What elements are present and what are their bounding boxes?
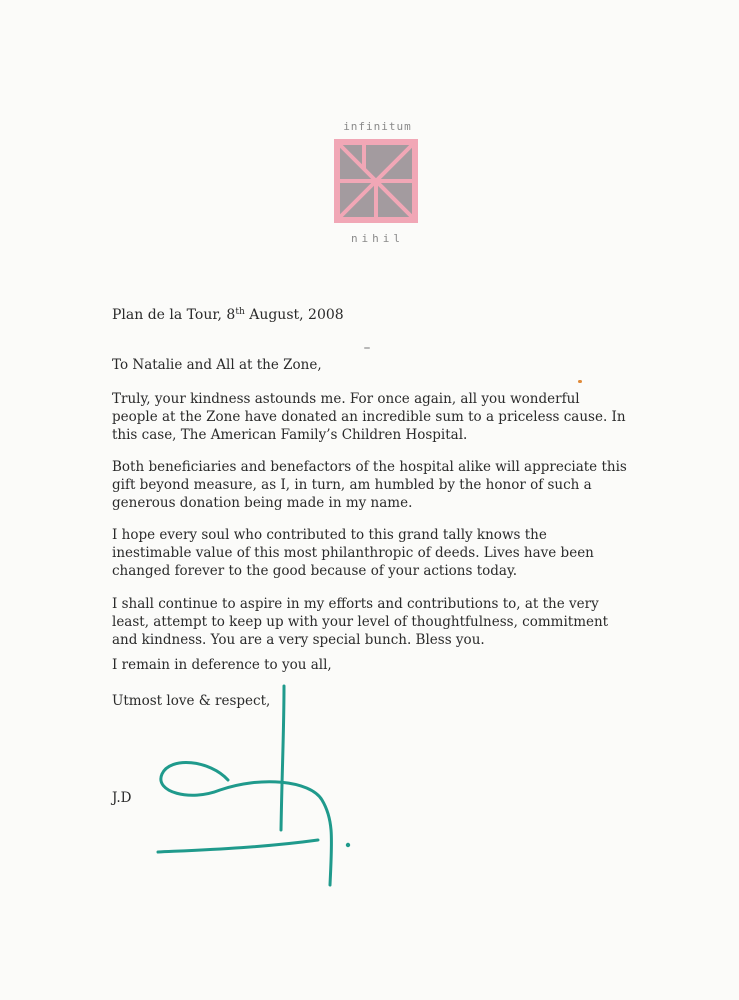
signature-dot xyxy=(346,843,350,847)
paragraph-line: least, attempt to keep up with your level of thoughtfulness, commitment xyxy=(112,614,609,630)
salutation: To Natalie and All at the Zone, xyxy=(112,357,322,373)
letterhead xyxy=(0,0,739,260)
paragraph-line: people at the Zone have donated an incredible sum to a priceless cause. In xyxy=(112,409,626,425)
paragraph-line: generous donation being made in my name. xyxy=(112,495,413,511)
paragraph-line: gift beyond measure, as I, in turn, am humbled by the honor of such a xyxy=(112,477,592,493)
paragraph-line: I hope every soul who contributed to this grand tally knows the xyxy=(112,527,547,543)
date-ordinal-suffix: th xyxy=(235,307,245,317)
letterhead-motto-bottom: nihil xyxy=(350,232,405,245)
signature-stroke-vertical xyxy=(281,686,284,830)
paragraph-line: inestimable value of this most philanthropic of deeds. Lives have been xyxy=(112,545,594,561)
sender-initials: J.D xyxy=(112,790,132,806)
closing-line: I remain in deference to you all, xyxy=(112,657,332,673)
paragraph-4 xyxy=(112,595,632,649)
paragraph-line: changed forever to the good because of your actions today. xyxy=(112,563,518,579)
letterhead-logo xyxy=(334,139,418,223)
paragraph-line: and kindness. You are a very special bunch. Bless you. xyxy=(112,632,485,648)
paper-speck xyxy=(364,347,370,349)
paragraph-2 xyxy=(112,458,632,512)
paragraph-line: Truly, your kindness astounds me. For once again, all you wonderful xyxy=(112,391,580,407)
date-line xyxy=(112,306,344,324)
paragraph-line: this case, The American Family’s Children Hospital. xyxy=(112,427,468,443)
handwritten-signature xyxy=(150,680,370,900)
paragraph-1 xyxy=(112,390,632,444)
paragraph-line: I shall continue to aspire in my efforts and contributions to, at the very xyxy=(112,596,599,612)
letterhead-motto-top: infinitum xyxy=(343,120,412,133)
signature-stroke-lower xyxy=(158,840,318,852)
signoff-line: Utmost love & respect, xyxy=(112,693,271,709)
paper-speck xyxy=(578,380,582,383)
signature-stroke-loop xyxy=(161,763,332,885)
date-month-year: August, 2008 xyxy=(244,307,344,323)
paragraph-line: Both beneficiaries and benefactors of the hospital alike will appreciate this xyxy=(112,459,627,475)
date-place: Plan de la Tour, 8 xyxy=(112,307,236,323)
paragraph-3 xyxy=(112,526,632,580)
